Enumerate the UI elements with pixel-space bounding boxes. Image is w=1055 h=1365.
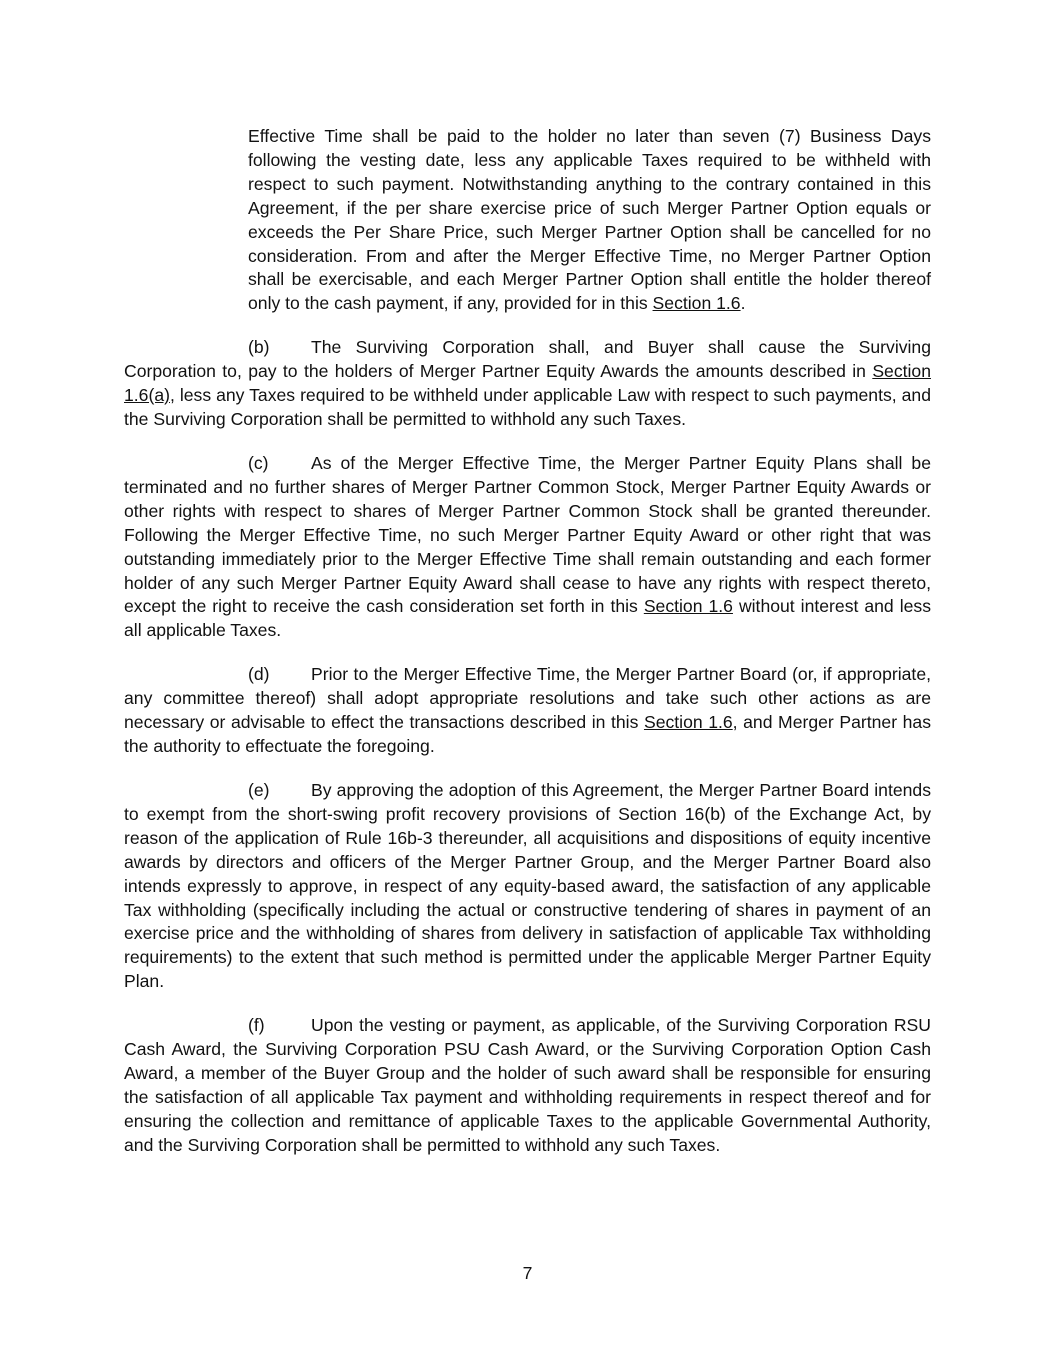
paragraph-e bbox=[124, 779, 931, 994]
paragraph-text: , and Merger Partner has the authority to effectuate the foregoing. bbox=[124, 711, 931, 756]
paragraph-f bbox=[124, 1014, 931, 1157]
paragraph-text: By approving the adoption of this Agreement, the Merger Partner Board intends to exempt from the short-swing profit recovery provisions of Section 16(b) of the Exchange Act, by reason of the application of Rule 16b-3 thereunder, all acquisitions and dispositions of equity incentive awards by directors and officers of the Merger Partner Group, and the Merger Partner Board also intends expressly to approve, in respect of any equity-based award, the satisfaction of any applicable Tax withholding (specifically including the actual or constructive tendering of shares in payment of an exercise price and the withholding of shares from delivery in satisfaction of applicable Tax withholding requirements) to the extent that such method is permitted under the applicable Merger Partner Equity Plan. bbox=[124, 780, 931, 992]
paragraph-text: The Surviving Corporation shall, and Buyer shall cause the Surviving Corporation to, pay to the holders of Merger Partner Equity Awards the amounts described in bbox=[124, 337, 931, 381]
paragraph-continuation bbox=[248, 125, 931, 316]
page-number: 7 bbox=[522, 1263, 533, 1283]
paragraph-d bbox=[124, 663, 931, 759]
paragraph-b bbox=[124, 336, 931, 432]
paragraph-text: . bbox=[740, 293, 746, 314]
paragraph-text: Effective Time shall be paid to the holder no later than seven (7) Business Days following the vesting date, less any applicable Taxes required to be withheld with respect to such payment. Notwithstanding anything to the contrary contained in this Agreement, if the per share exercise price of such Merger Partner Option equals or exceeds the Per Share Price, such Merger Partner Option shall be cancelled for no consideration. From and after the Merger Effective Time, no Merger Partner Option shall be exercisable, and each Merger Partner Option shall entitle the holder thereof only to the cash payment, if any, provided for in this bbox=[248, 126, 931, 314]
paragraph-text: without interest and less all applicable Taxes. bbox=[124, 596, 931, 641]
section-reference: Section 1.6 bbox=[643, 596, 733, 617]
paragraph-label: (c) bbox=[248, 453, 269, 473]
section-reference: Section 1.6 bbox=[652, 293, 741, 314]
paragraph-c bbox=[124, 452, 931, 643]
paragraph-text: As of the Merger Effective Time, the Merger Partner Equity Plans shall be terminated and no further shares of Merger Partner Common Stock, Merger Partner Equity Awards or other rights with respect to shares of Merger Partner Common Stock shall be granted thereunder. Following the Merger Effective Time, no such Merger Partner Equity Award or other right that was outstanding immediately prior to the Merger Effective Time shall remain outstanding and each former holder of any such Merger Partner Equity Award shall cease to have any rights with respect thereto, except the right to receive the cash consideration set forth in this bbox=[124, 453, 931, 617]
paragraph-text: , less any Taxes required to be withheld under applicable Law with respect to such payments, and the Surviving Corporation shall be permitted to withhold any such Taxes. bbox=[124, 384, 931, 429]
section-reference: Section 1.6(a) bbox=[124, 360, 931, 405]
paragraph-label: (b) bbox=[248, 337, 270, 357]
paragraph-label: (f) bbox=[248, 1015, 265, 1035]
paragraph-label: (e) bbox=[248, 780, 270, 800]
paragraph-label: (d) bbox=[248, 664, 270, 684]
paragraph-text: Upon the vesting or payment, as applicable, of the Surviving Corporation RSU Cash Award, the Surviving Corporation PSU Cash Award, or the Surviving Corporation Option Cash Award, a member of the Buyer Group and the holder of such award shall be responsible for ensuring the satisfaction of all applicable Tax payment and withholding requirements in respect thereof and for ensuring the collection and remittance of applicable Taxes to the applicable Governmental Authority, and the Surviving Corporation shall be permitted to withhold any such Taxes. bbox=[124, 1015, 931, 1155]
paragraph-text: Prior to the Merger Effective Time, the Merger Partner Board (or, if appropriate, any committee thereof) shall adopt appropriate resolutions and take such other actions as are necessary or advisable to effect the transactions described in this bbox=[124, 664, 931, 732]
section-reference: Section 1.6 bbox=[643, 711, 733, 732]
